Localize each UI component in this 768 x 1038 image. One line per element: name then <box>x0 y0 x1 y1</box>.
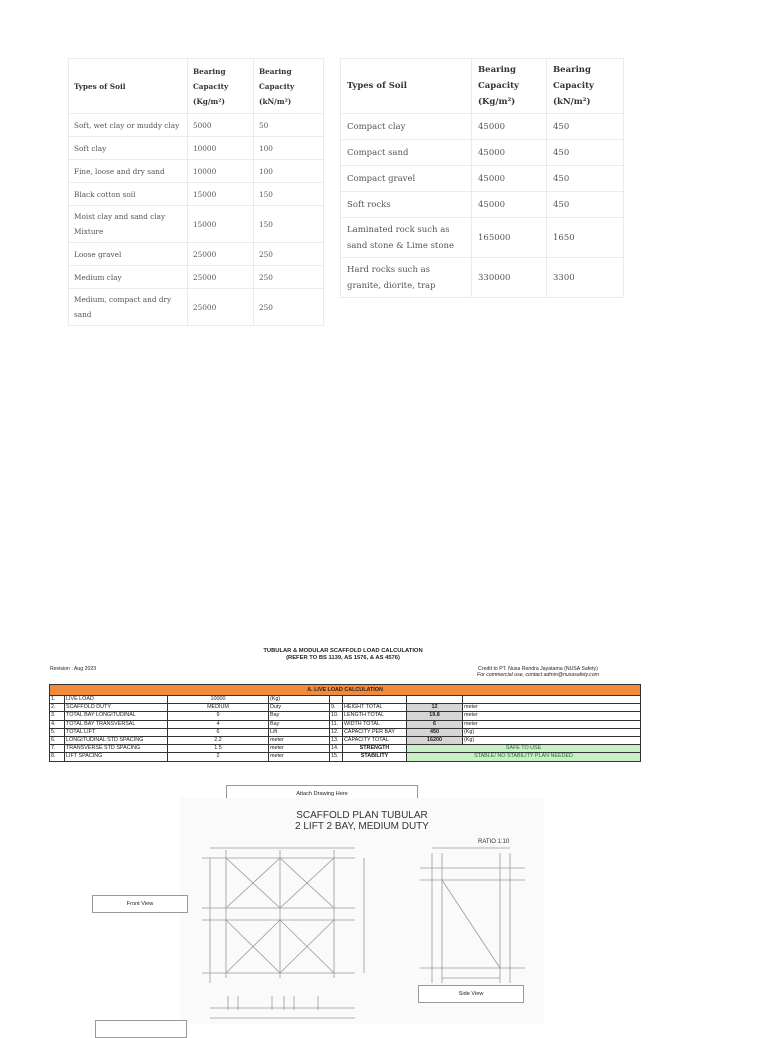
table-row <box>341 218 624 258</box>
param-value[interactable]: 2 <box>168 753 269 761</box>
drawing-title <box>180 810 544 832</box>
param-label: LONGITUDINAL STD SPACING <box>65 736 168 744</box>
param-unit: meter <box>269 753 330 761</box>
sheet-subtitle: (REFER TO BS 1139, AS 1576, & AS 4576) <box>286 655 400 661</box>
row-number: 15. <box>330 753 343 761</box>
capacity-kn: 450 <box>547 114 624 140</box>
param-value[interactable]: 4 <box>168 720 269 728</box>
capacity-kg: 330000 <box>472 258 547 298</box>
capacity-kn: 100 <box>254 160 324 183</box>
capacity-kg: 45000 <box>472 114 547 140</box>
table-row <box>50 720 641 728</box>
table-header-row <box>341 59 624 114</box>
credit-note <box>440 666 636 678</box>
result-label: LENGTH TOTAL <box>343 712 407 720</box>
soil-type: Moist clay and sand clay Mixture <box>69 206 188 243</box>
column-header: Bearing Capacity (kN/m²) <box>547 59 624 114</box>
result-value: 450 <box>407 728 463 736</box>
capacity-kg: 45000 <box>472 192 547 218</box>
credit-contact: For commercial use, contact admin@nusasafety.com <box>477 672 599 678</box>
table-row <box>50 736 641 744</box>
param-value[interactable]: 1.5 <box>168 745 269 753</box>
soil-type: Soft, wet clay or muddy clay <box>69 114 188 137</box>
capacity-kg: 25000 <box>188 266 254 289</box>
param-unit: Bay <box>269 712 330 720</box>
table-row <box>69 266 324 289</box>
soil-type: Laminated rock such as sand stone & Lime stone <box>341 218 472 258</box>
table-row <box>50 753 641 761</box>
capacity-kn: 150 <box>254 206 324 243</box>
table-row <box>50 696 641 704</box>
table-row <box>69 114 324 137</box>
column-header: Bearing Capacity (kN/m²) <box>254 59 324 114</box>
param-label: TOTAL LIFT <box>65 728 168 736</box>
result-value: 12 <box>407 704 463 712</box>
soil-type: Soft rocks <box>341 192 472 218</box>
capacity-kg: 15000 <box>188 183 254 206</box>
row-number: 4. <box>50 720 65 728</box>
param-unit: Lift <box>269 728 330 736</box>
capacity-kg: 45000 <box>472 140 547 166</box>
strength-label: STRENGTH <box>343 745 407 753</box>
row-number: 9. <box>330 704 343 712</box>
param-unit: Bay <box>269 720 330 728</box>
section-header: A. LIVE LOAD CALCULATION <box>50 685 641 696</box>
table-header-row <box>69 59 324 114</box>
empty-cell <box>343 696 407 704</box>
column-header: Types of Soil <box>69 59 188 114</box>
param-label: TOTAL BAY LONGITUDINAL <box>65 712 168 720</box>
param-value[interactable]: 6 <box>168 728 269 736</box>
param-label: SCAFFOLD DUTY <box>65 704 168 712</box>
row-number: 8. <box>50 753 65 761</box>
sheet-title: TUBULAR & MODULAR SCAFFOLD LOAD CALCULATION <box>263 648 423 654</box>
result-unit: (Kg) <box>463 736 641 744</box>
param-unit: Duty <box>269 704 330 712</box>
capacity-kn: 250 <box>254 266 324 289</box>
stability-label: STABILITY <box>343 753 407 761</box>
soil-type: Black cotton soil <box>69 183 188 206</box>
param-value[interactable]: 9 <box>168 712 269 720</box>
soil-bearing-table-right <box>340 58 624 298</box>
result-unit: (Kg) <box>463 728 641 736</box>
side-view-label: Side View <box>418 985 524 1003</box>
capacity-kn: 1650 <box>547 218 624 258</box>
empty-cell <box>463 696 641 704</box>
capacity-kg: 10000 <box>188 160 254 183</box>
capacity-kn: 450 <box>547 192 624 218</box>
result-value: 6 <box>407 720 463 728</box>
param-unit: meter <box>269 736 330 744</box>
credit-line: Credit to PT. Nusa Rendra Jayatama (NUSA Safety) <box>478 666 598 672</box>
empty-cell <box>407 696 463 704</box>
row-number: 2. <box>50 704 65 712</box>
param-value[interactable]: 2.2 <box>168 736 269 744</box>
column-header: Bearing Capacity (Kg/m²) <box>472 59 547 114</box>
row-number: 11. <box>330 720 343 728</box>
capacity-kg: 25000 <box>188 243 254 266</box>
soil-type: Compact gravel <box>341 166 472 192</box>
table-row <box>69 289 324 326</box>
capacity-kn: 50 <box>254 114 324 137</box>
capacity-kn: 250 <box>254 243 324 266</box>
capacity-kg: 25000 <box>188 289 254 326</box>
strength-result: SAFE TO USE <box>407 745 641 753</box>
result-value: 19.8 <box>407 712 463 720</box>
soil-bearing-table-left <box>68 58 324 326</box>
soil-type: Medium clay <box>69 266 188 289</box>
stability-result: STABLE/ NO STABILITY PLAN NEEDED <box>407 753 641 761</box>
soil-type: Loose gravel <box>69 243 188 266</box>
row-number: 5. <box>50 728 65 736</box>
param-unit: meter <box>269 745 330 753</box>
row-number: 12. <box>330 728 343 736</box>
drawing-subtitle-line: 2 LIFT 2 BAY, MEDIUM DUTY <box>295 821 429 832</box>
drawing-title-line: SCAFFOLD PLAN TUBULAR <box>296 810 428 821</box>
row-number: 14. <box>330 745 343 753</box>
table-row <box>341 140 624 166</box>
soil-type: Hard rocks such as granite, diorite, trap <box>341 258 472 298</box>
row-number: 6. <box>50 736 65 744</box>
table-row <box>50 745 641 753</box>
soil-type: Soft clay <box>69 137 188 160</box>
table-row <box>341 166 624 192</box>
result-unit: meter <box>463 720 641 728</box>
table-row <box>50 728 641 736</box>
result-unit: meter <box>463 704 641 712</box>
param-label: TRANSVERSE STD SPACING <box>65 745 168 753</box>
table-row <box>341 192 624 218</box>
soil-type: Medium, compact and dry sand <box>69 289 188 326</box>
row-number: 10. <box>330 712 343 720</box>
table-row <box>341 114 624 140</box>
attach-drawing-box[interactable]: Attach Drawing Here <box>226 785 418 803</box>
result-label: WIDTH TOTAL <box>343 720 407 728</box>
row-number: 7. <box>50 745 65 753</box>
table-row <box>50 704 641 712</box>
param-label: LIFT SPACING <box>65 753 168 761</box>
result-value: 16200 <box>407 736 463 744</box>
param-label: TOTAL BAY TRANSVERSAL <box>65 720 168 728</box>
row-number: 1. <box>50 696 65 704</box>
result-label: HEIGHT TOTAL <box>343 704 407 712</box>
capacity-kn: 450 <box>547 140 624 166</box>
table-row <box>69 206 324 243</box>
empty-cell <box>330 696 343 704</box>
revision-label: Revision : Aug 2023 <box>50 666 97 672</box>
live-load-calculation-table <box>49 684 641 762</box>
param-unit: (Kg) <box>269 696 330 704</box>
result-unit: meter <box>463 712 641 720</box>
column-header: Bearing Capacity (Kg/m²) <box>188 59 254 114</box>
soil-type: Fine, loose and dry sand <box>69 160 188 183</box>
capacity-kn: 100 <box>254 137 324 160</box>
capacity-kn: 250 <box>254 289 324 326</box>
param-label: LIVE LOAD <box>65 696 168 704</box>
capacity-kg: 5000 <box>188 114 254 137</box>
front-view-label: Front View <box>92 895 188 913</box>
param-value[interactable]: MEDIUM <box>168 704 269 712</box>
table-row <box>69 183 324 206</box>
capacity-kn: 150 <box>254 183 324 206</box>
soil-type: Compact clay <box>341 114 472 140</box>
table-row <box>50 712 641 720</box>
table-row <box>69 160 324 183</box>
capacity-kg: 10000 <box>188 137 254 160</box>
drawing-ratio: RATIO 1:10 <box>478 839 510 845</box>
capacity-kn: 3300 <box>547 258 624 298</box>
row-number: 3. <box>50 712 65 720</box>
column-header: Types of Soil <box>341 59 472 114</box>
capacity-kg: 15000 <box>188 206 254 243</box>
soil-type: Compact sand <box>341 140 472 166</box>
param-value[interactable]: 10000 <box>168 696 269 704</box>
capacity-kg: 45000 <box>472 166 547 192</box>
result-label: CAPACITY TOTAL <box>343 736 407 744</box>
table-row <box>69 137 324 160</box>
table-row <box>341 258 624 298</box>
row-number: 13. <box>330 736 343 744</box>
table-row <box>69 243 324 266</box>
bottom-label-box <box>95 1020 187 1038</box>
capacity-kg: 165000 <box>472 218 547 258</box>
capacity-kn: 450 <box>547 166 624 192</box>
result-label: CAPACITY PER BAY <box>343 728 407 736</box>
